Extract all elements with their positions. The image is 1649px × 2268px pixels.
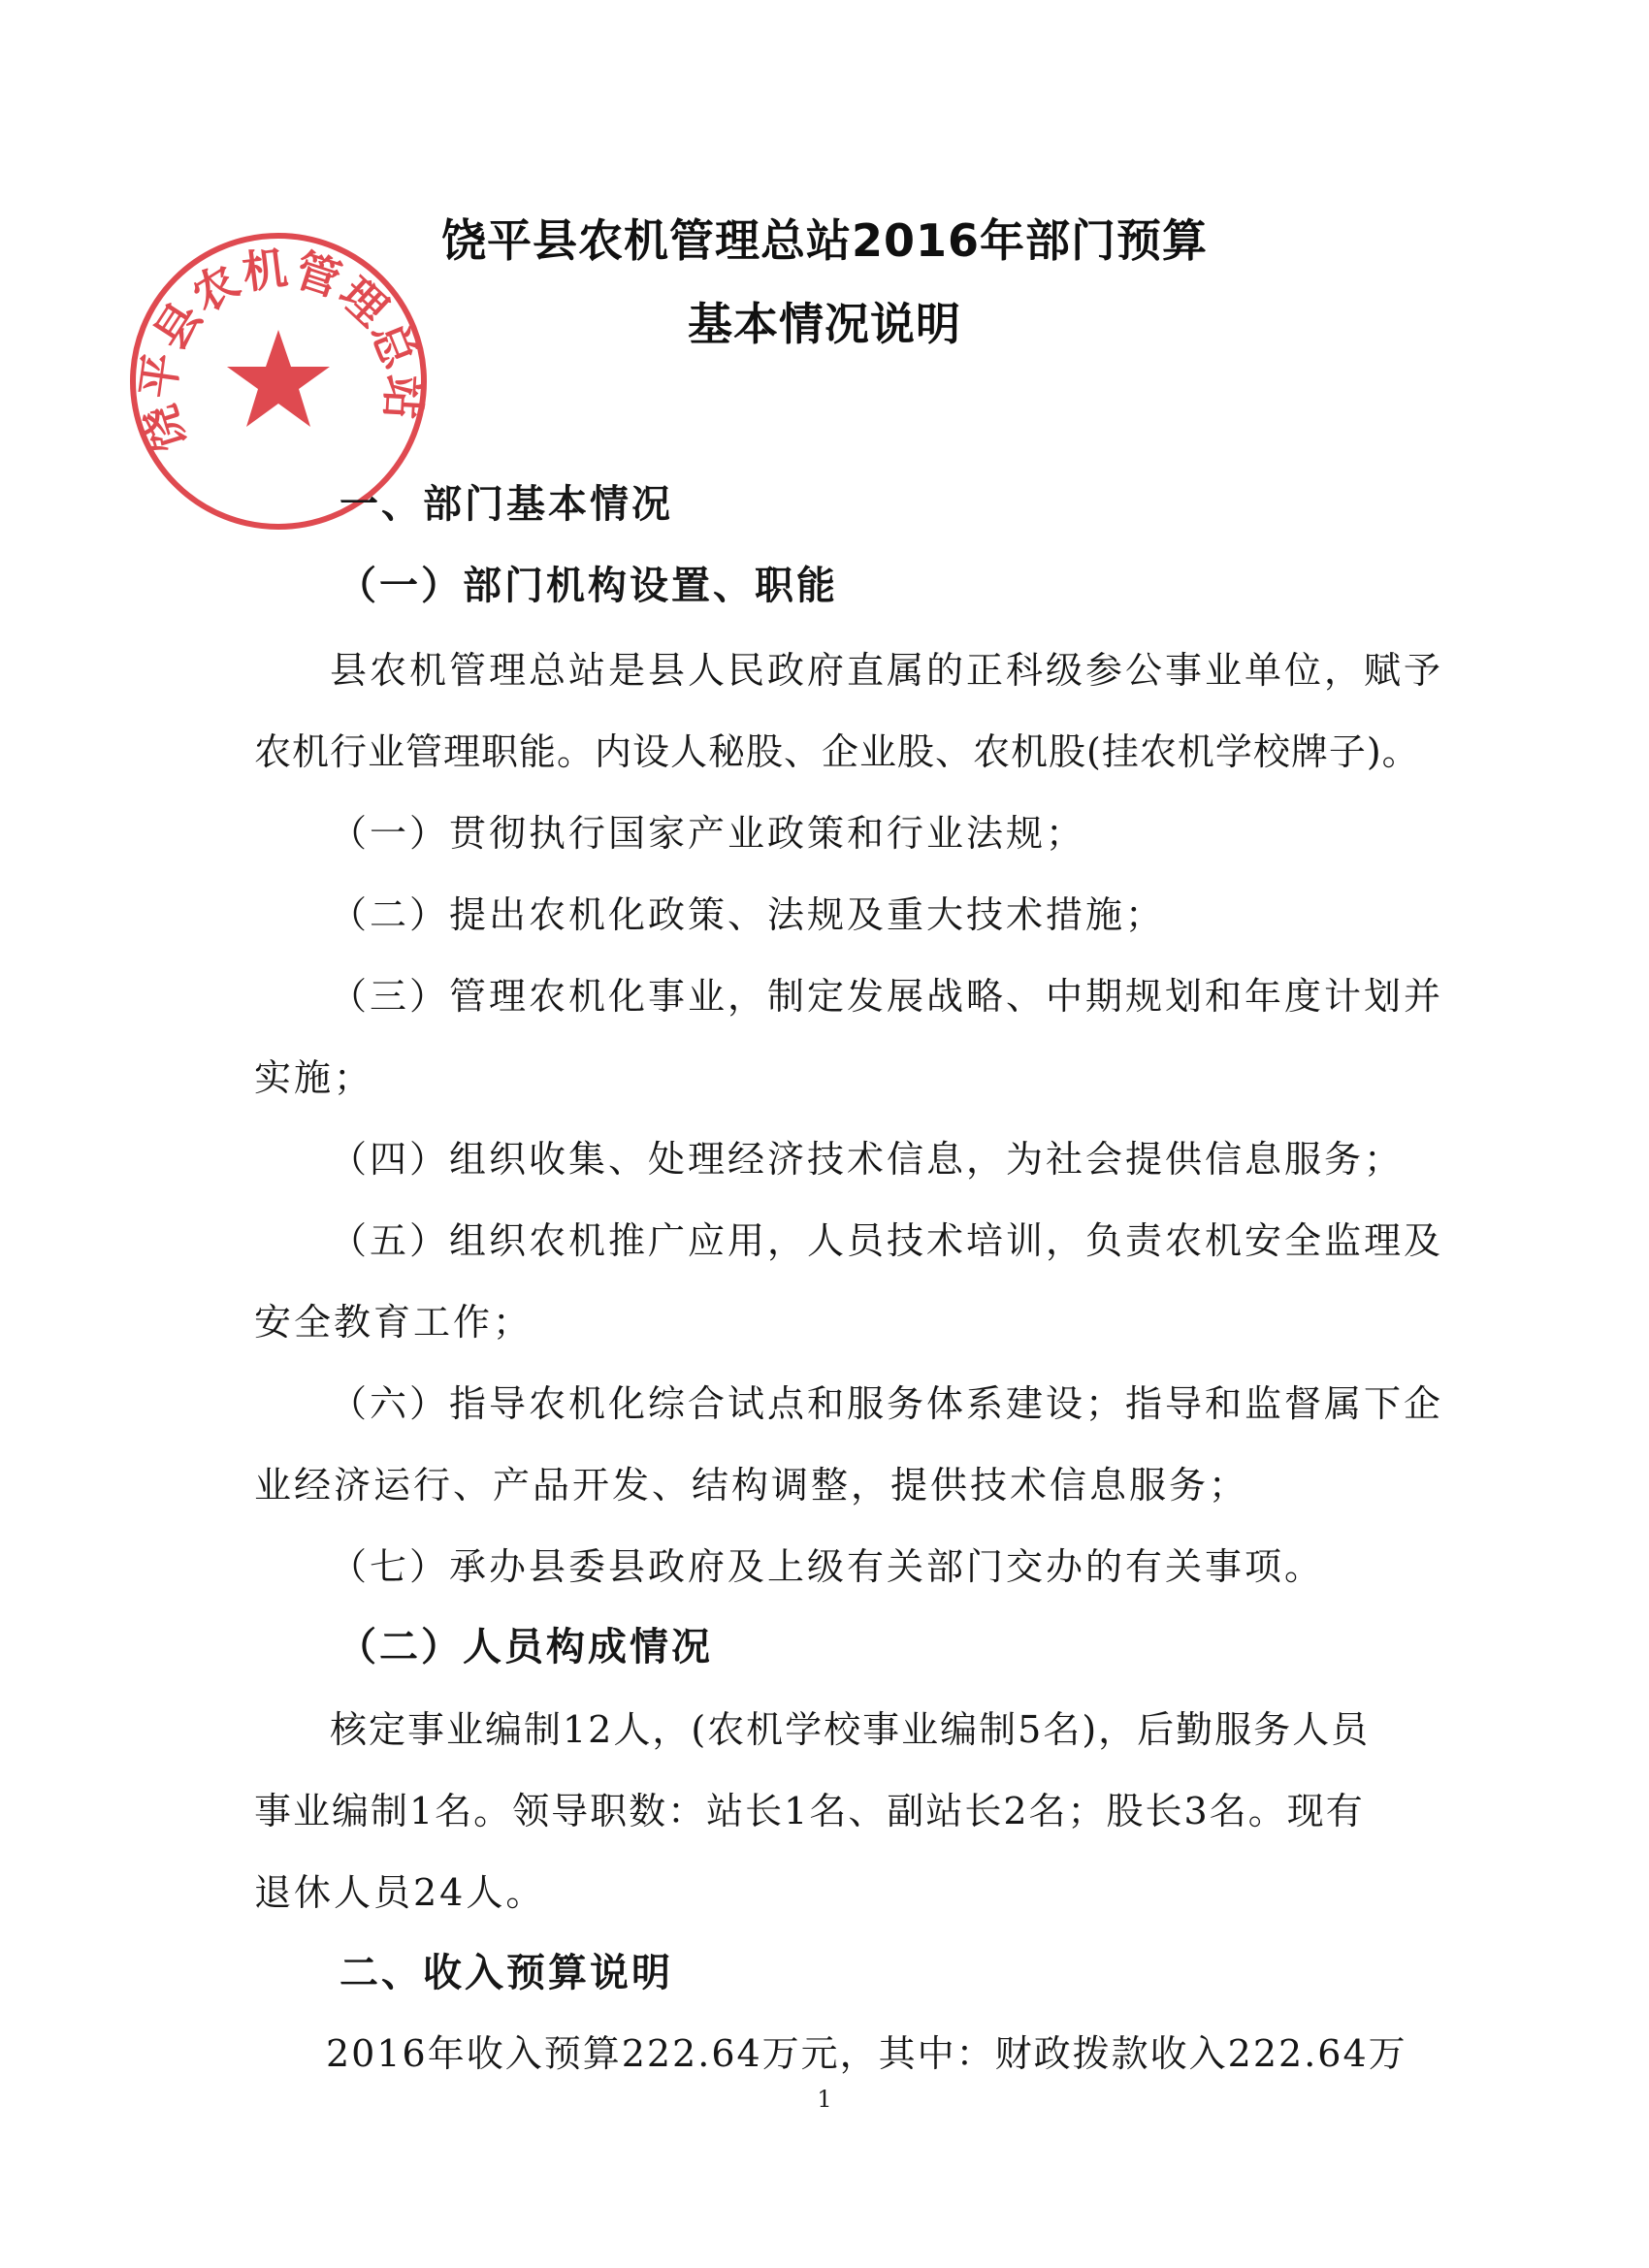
duty-item-3-line2: 实施； bbox=[254, 1056, 374, 1099]
document-title-line1: 饶平县农机管理总站2016年部门预算 bbox=[440, 214, 1209, 267]
intro-line2: 农机行业管理职能。内设人秘股、企业股、农机股(挂农机学校牌子)。 bbox=[254, 730, 1420, 773]
staff-line1: 核定事业编制12人，(农机学校事业编制5名)，后勤服务人员 bbox=[330, 1708, 1371, 1751]
duty-item-5-line1: （五）组织农机推广应用，人员技术培训，负责农机安全监理及 bbox=[330, 1219, 1444, 1262]
duty-item-3-line1: （三）管理农机化事业，制定发展战略、中期规划和年度计划并 bbox=[330, 975, 1444, 1018]
duty-item-4: （四）组织收集、处理经济技术信息，为社会提供信息服务； bbox=[330, 1138, 1405, 1181]
duty-item-7: （七）承办县委县政府及上级有关部门交办的有关事项。 bbox=[330, 1545, 1325, 1588]
staff-line3: 退休人员24人。 bbox=[254, 1871, 546, 1914]
section1-heading: 一、部门基本情况 bbox=[340, 482, 673, 527]
duty-item-1: （一）贯彻执行国家产业政策和行业法规； bbox=[330, 812, 1086, 855]
duty-item-6-line2: 业经济运行、产品开发、结构调整，提供技术信息服务； bbox=[254, 1464, 1249, 1507]
duty-item-5-line2: 安全教育工作； bbox=[254, 1301, 534, 1344]
section2-heading: 二、收入预算说明 bbox=[340, 1951, 673, 1995]
duty-item-6-line1: （六）指导农机化综合试点和服务体系建设；指导和监督属下企 bbox=[330, 1382, 1444, 1425]
staff-line2: 事业编制1名。领导职数：站长1名、副站长2名；股长3名。现有 bbox=[254, 1790, 1365, 1832]
duty-item-2: （二）提出农机化政策、法规及重大技术措施； bbox=[330, 893, 1166, 936]
svg-text:饶平县农机管理总站: 饶平县农机管理总站 bbox=[130, 241, 431, 458]
document-title-line2: 基本情况说明 bbox=[688, 298, 961, 350]
intro-line1: 县农机管理总站是县人民政府直属的正科级参公事业单位，赋予 bbox=[330, 649, 1444, 692]
income-line1: 2016年收入预算222.64万元，其中：财政拨款收入222.64万 bbox=[326, 2032, 1407, 2075]
subsection1-heading: （一）部门机构设置、职能 bbox=[338, 564, 838, 608]
page-number: 1 bbox=[817, 2086, 832, 2113]
subsection2-heading: （二）人员构成情况 bbox=[338, 1625, 713, 1669]
